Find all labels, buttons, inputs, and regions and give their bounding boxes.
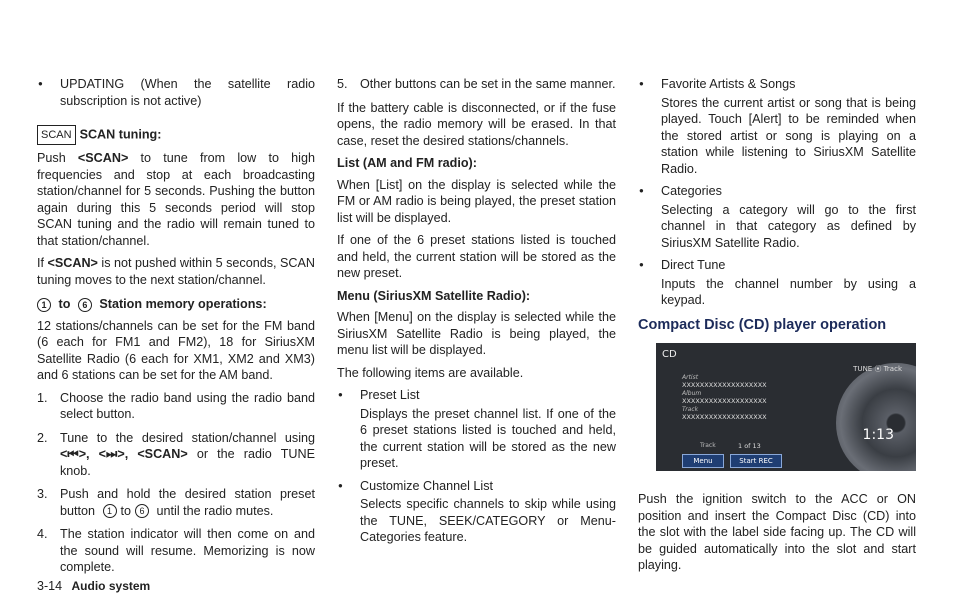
scan-p2-pre: If xyxy=(37,256,48,270)
item-title: ● Direct Tune xyxy=(661,258,726,272)
step-2 xyxy=(37,430,315,480)
list-item xyxy=(337,478,616,546)
step-to: to xyxy=(120,503,132,518)
scan-p1-pre: Push xyxy=(37,151,78,165)
item-desc: Stores the current artist or song that is being played. Touch [Alert] to be reminded when the stored artist or song is playing on a station while listening to SiriusXM Satellite Radio. xyxy=(661,95,916,176)
step-3 xyxy=(37,486,315,519)
artist-value: XXXXXXXXXXXXXXXXXXX xyxy=(682,381,767,389)
track-label: Track xyxy=(682,406,699,413)
preset-heading-row xyxy=(37,296,315,313)
item-title: ● Categories xyxy=(661,184,722,198)
list-item xyxy=(638,76,916,177)
step-text-pre: Tune to the desired station/channel using xyxy=(60,430,315,445)
list-item xyxy=(638,257,916,309)
cd-screen-title: CD xyxy=(662,349,677,360)
tune-track-indicator: TUNE ⦿ Track xyxy=(853,365,902,373)
list-paragraph-1: When [List] on the display is selected while the FM or AM radio is being played, the preset station list will be displayed. xyxy=(337,177,616,225)
column-left xyxy=(37,76,315,583)
step-text: The station indicator will then come on and the sound will resume. Memorizing is now complete. xyxy=(60,527,315,574)
scan-paragraph-1 xyxy=(37,150,315,249)
step-text: Other buttons can be set in the same manner. xyxy=(360,77,616,91)
step-4 xyxy=(37,526,315,576)
cd-screen-illustration xyxy=(656,343,916,471)
album-value: XXXXXXXXXXXXXXXXXXX xyxy=(682,397,767,405)
item-desc: Inputs the channel number by using a keypad. xyxy=(661,276,916,307)
item-title: ● Customize Channel List xyxy=(360,478,493,493)
cd-disc-icon xyxy=(836,363,916,471)
item-title: ● Favorite Artists & Songs xyxy=(661,77,796,91)
menu-paragraph-2: The following items are available. xyxy=(337,365,524,380)
start-rec-button: Start REC xyxy=(730,454,782,468)
step-number: 4. xyxy=(37,527,48,541)
scan-button-icon: SCAN xyxy=(37,125,76,145)
step-1 xyxy=(37,390,315,423)
column-middle xyxy=(337,76,616,552)
step-text-post: until the radio mutes. xyxy=(153,503,274,518)
play-time: 1:13 xyxy=(862,427,894,443)
step-5 xyxy=(337,76,616,93)
list-heading: List (AM and FM radio): xyxy=(337,156,477,170)
artist-label: Artist xyxy=(682,374,699,381)
scan-heading: SCAN tuning: xyxy=(79,127,162,142)
scan-paragraph-2 xyxy=(37,255,315,288)
item-desc: Selecting a category will go to the first channel in that category as defined by SiriusXM Satellite Radio. xyxy=(661,202,916,250)
page-number: 3-14 xyxy=(37,579,63,593)
list-item xyxy=(638,183,916,251)
scan-key-2: <SCAN> xyxy=(47,256,98,270)
column-right xyxy=(638,76,916,580)
item-title: ● Preset List xyxy=(360,388,420,402)
album-label: Album xyxy=(682,390,702,397)
menu-button: Menu xyxy=(682,454,724,468)
preset-button-1-icon: 1 xyxy=(103,504,117,518)
track-value: XXXXXXXXXXXXXXXXXXX xyxy=(682,413,767,421)
menu-heading: Menu (SiriusXM Satellite Radio): xyxy=(337,288,531,303)
scan-p2-post: is not pushed within 5 seconds, SCAN tuning moves to the next station/channel. xyxy=(37,256,315,287)
scan-p1-post: to tune from low to high frequencies and stop at each broadcasting station/channel for 5 seconds. Pushing the button again during this 5 seconds period will stop SCAN tuning and the radio will remain tuned to that station/channel. xyxy=(37,151,315,248)
preset-heading: Station memory operations: xyxy=(99,297,267,311)
item-desc: Displays the preset channel list. If one of the 6 preset stations listed is touched and held, the current station will be stored as the new preset. xyxy=(360,406,616,470)
item-desc: Selects specific channels to skip while using the TUNE, SEEK/CATEGORY or Menu-Categories feature. xyxy=(360,497,616,544)
preset-button-1-icon: 1 xyxy=(37,298,51,312)
scan-heading-row xyxy=(37,125,315,145)
step-text-pre: Push and hold the desired station preset button xyxy=(60,487,315,518)
list-paragraph-2: If one of the 6 preset stations listed is touched and held, the current station will be stored as the new preset. xyxy=(337,233,616,280)
tune-keys: <⏮>, <⏭>, <SCAN> xyxy=(60,447,188,461)
step-text: Choose the radio band using the radio band select button. xyxy=(60,390,315,421)
step-number: 3. xyxy=(37,487,48,501)
bullet-updating-text: ● UPDATING (When the satellite radio subscription is not active) xyxy=(60,77,315,108)
cd-section-heading: Compact Disc (CD) player operation xyxy=(638,316,887,333)
preset-to: to xyxy=(58,297,71,311)
step-number: 2. xyxy=(37,430,48,445)
cd-paragraph: Push the ignition switch to the ACC or ON position and insert the Compact Disc (CD) into the slot with the label side facing up. The CD will be guided automatically into the slot and start playing. xyxy=(638,492,916,572)
track-number-value: 1 of 13 xyxy=(738,442,761,450)
footer-section-title: Audio system xyxy=(71,579,151,593)
page-footer xyxy=(37,578,150,595)
step-number: 1. xyxy=(37,390,48,405)
battery-paragraph: If the battery cable is disconnected, or if the fuse opens, the radio memory will be erased. In that case, reset the desired stations/channels. xyxy=(337,100,616,148)
step-text-post: or the radio TUNE knob. xyxy=(60,447,315,478)
preset-button-6-icon: 6 xyxy=(135,504,149,518)
step-number: 5. xyxy=(337,77,348,91)
track-number-label: Track xyxy=(700,442,716,449)
preset-paragraph: 12 stations/channels can be set for the FM band (6 each for FM1 and FM2), 18 for SiriusXM Satellite Radio (6 each for XM1, XM2 and XM3) and 6 stations can be set for the AM band. xyxy=(37,318,315,382)
scan-key: <SCAN> xyxy=(77,151,129,165)
menu-paragraph-1: When [Menu] on the display is selected while the SiriusXM Satellite Radio is being played, the menu list will be displayed. xyxy=(337,310,616,357)
preset-button-6-icon: 6 xyxy=(78,298,92,312)
list-item xyxy=(337,387,616,472)
bullet-updating xyxy=(37,76,315,109)
